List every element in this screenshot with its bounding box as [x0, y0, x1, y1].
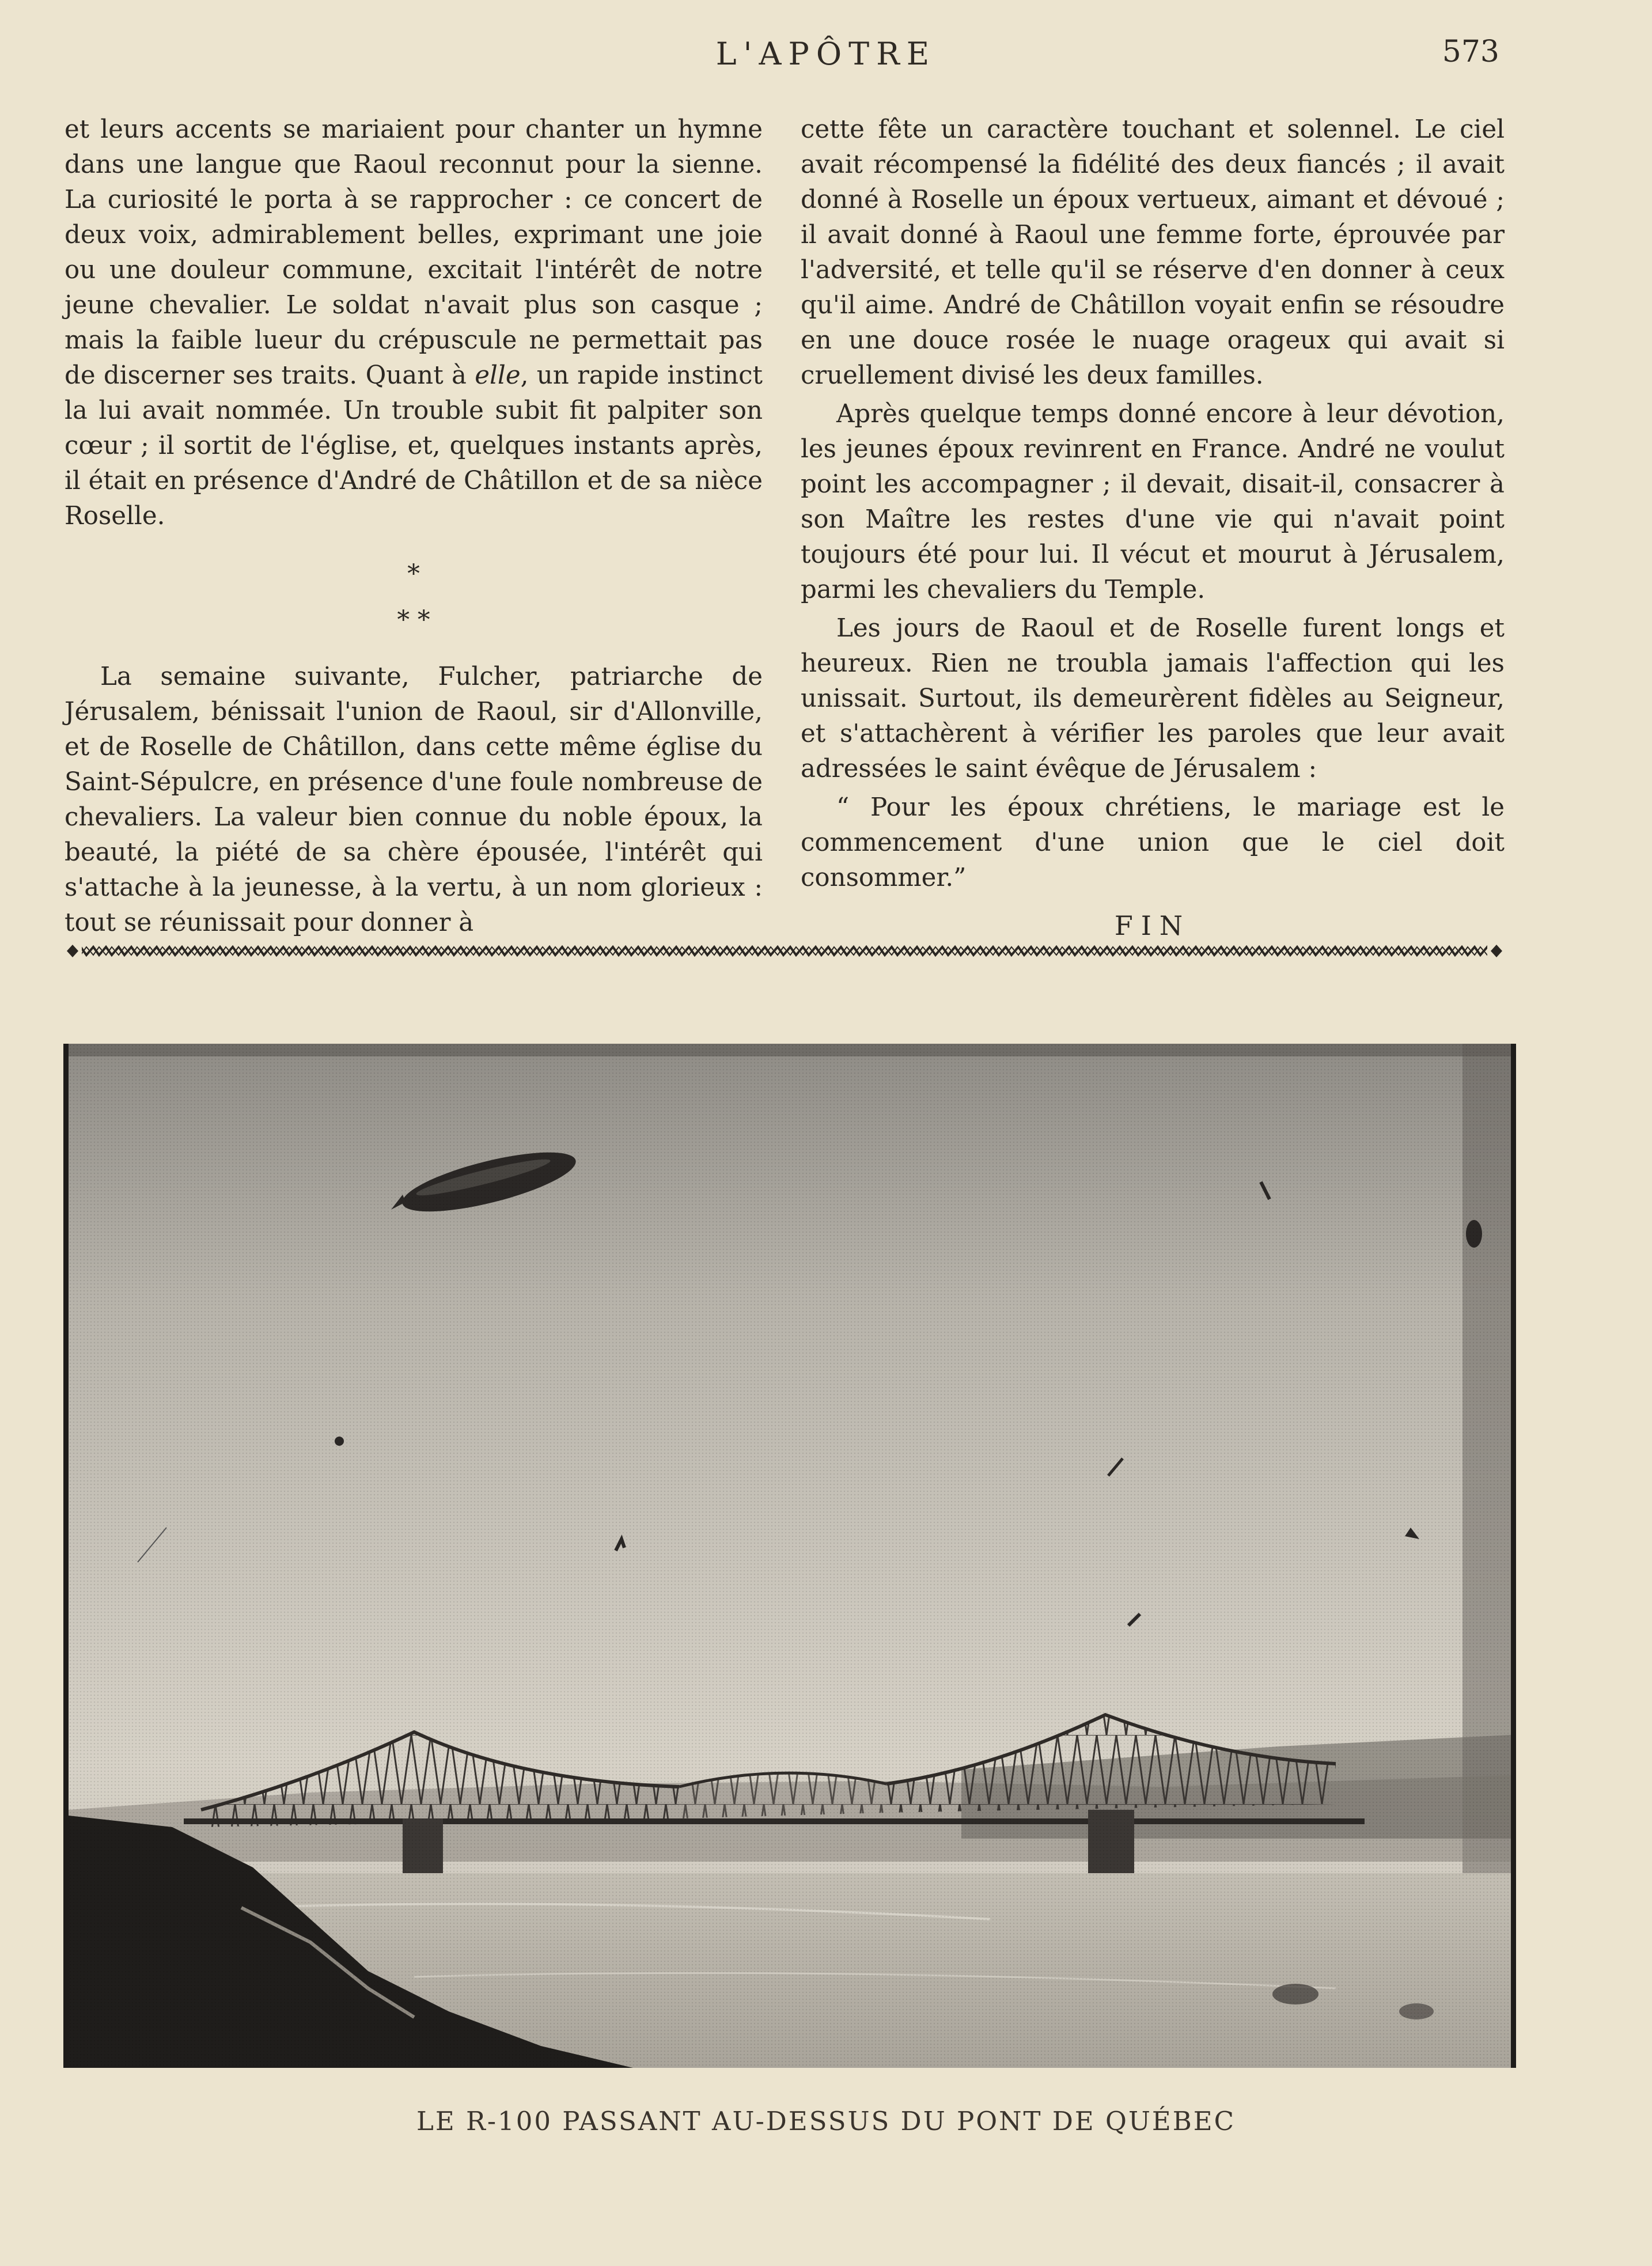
section-separator-top: *: [407, 560, 420, 589]
italic-elle: elle: [475, 361, 521, 390]
right-paragraph-3: Les jours de Raoul et de Roselle furent longs et heureux. Rien ne troubla jamais l'affection qui les unissait. Surtout, ils demeurèrent fidèles au Seigneur, et s'attachèrent à vérifier les paroles que leur avait adressées le saint évêque de Jérusalem :: [801, 614, 1505, 783]
left-paragraph-1-end: , un rapide instinct la lui avait nommée. Un trouble subit fit palpiter son cœur ; il sortit de l'église, et, quelques instants après, il était en présence d'André de Châtillon et de sa nièce Roselle.: [65, 361, 763, 530]
right-paragraph-4: “ Pour les époux chrétiens, le mariage est le commencement d'une union que le ciel doit consommer.”: [801, 793, 1505, 892]
running-title: L'APÔTRE: [715, 36, 937, 72]
right-text-column: [801, 112, 1505, 943]
left-text-column: [65, 112, 763, 941]
right-paragraph-2: Après quelque temps donné encore à leur dévotion, les jeunes époux revinrent en France. André ne voulut point les accompagner ; il devait, disait-il, consacrer à son Maître les restes d'une vie qui n'avait point toujours été pour lui. Il vécut et mourut à Jérusalem, parmi les chevaliers du Temple.: [801, 400, 1505, 604]
left-paragraph-1: [65, 112, 763, 534]
left-paragraph-2: La semaine suivante, Fulcher, patriarche de Jérusalem, bénissait l'union de Raoul, sir d'Allonville, et de Roselle de Châtillon, dans cette même église du Saint-Sépulcre, en présence d'une foule nombreuse de chevaliers. La valeur bien connue du noble époux, la beauté, la piété de sa chère épousée, l'intérêt qui s'attache à la jeunesse, à la vertu, à un nom glorieux : tout se réunissait pour donner à: [65, 662, 763, 937]
photograph-r100-over-quebec-bridge: [63, 1044, 1516, 2068]
photo-caption: LE R-100 PASSANT AU-DESSUS DU PONT DE QUÉBEC: [416, 2106, 1236, 2136]
right-paragraph-1: cette fête un caractère touchant et solennel. Le ciel avait récompensé la fidélité des deux fiancés ; il avait donné à Roselle un époux vertueux, aimant et dévoué ; il avait donné à Raoul une femme forte, éprouvée par l'adversité, et telle qu'il se réserve d'en donner à ceux qu'il aime. André de Châtillon voyait enfin se résoudre en une douce rosée le nuage orageux qui avait si cruellement divisé les deux familles.: [801, 115, 1505, 390]
photo-illustration: [69, 1044, 1511, 2068]
page-number: 573: [1442, 35, 1499, 69]
left-paragraph-1-start: et leurs accents se mariaient pour chanter un hymne dans une langue que Raoul reconnut pour la sienne. La curiosité le porta à se rapprocher : ce concert de deux voix, admirablement belles, exprimant une joie ou une douleur commune, excitait l'intérêt de notre jeune chevalier. Le soldat n'avait plus son casque ; mais la faible lueur du crépuscule ne permettait pas de discerner ses traits. Quant à: [65, 115, 763, 390]
fin-label: FIN: [1114, 910, 1191, 941]
section-separator-bottom: * *: [397, 606, 430, 635]
ornamental-rule: [65, 942, 1505, 960]
